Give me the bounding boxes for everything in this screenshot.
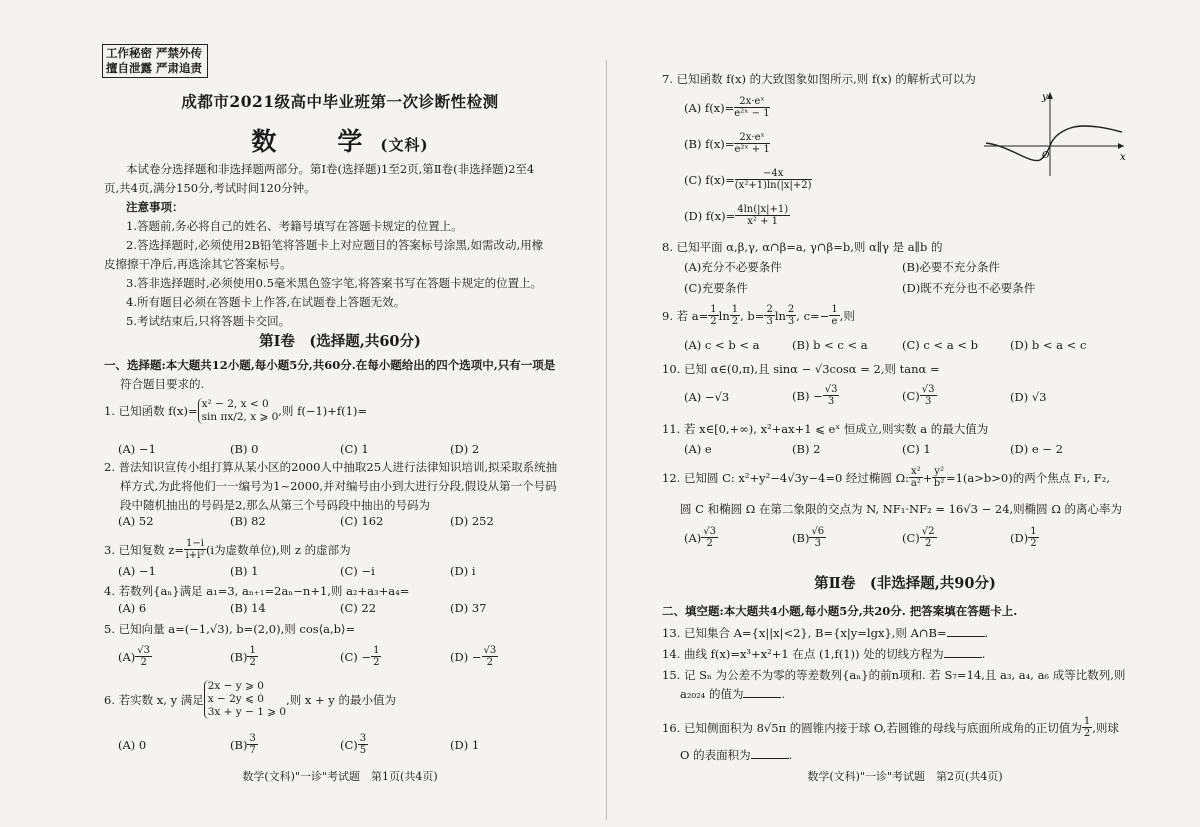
page-divider [606,60,607,820]
q6-option-d: (D) 1 [450,738,480,752]
q12-d-den: 2 [1030,538,1037,549]
q7-b-num: 2x·eˣ [734,132,769,144]
q1-post: ,则 f(−1)+f(1)= [278,403,368,418]
q7-d-label: (D) f(x)= [684,208,736,223]
q1-option-d: (D) 2 [450,442,480,456]
q5-c-num: 1 [373,645,380,656]
q12-option-a [684,526,718,549]
notice-title: 注意事项： [126,200,184,214]
q12-b-den: 3 [814,538,821,549]
q9-f5-den: e [831,316,838,327]
q9-mid2: , b= [740,308,765,323]
q6-c3: 3x + y − 1 ⩾ 0 [207,706,287,718]
q8-option-d: (D)既不充分也不必要条件 [902,281,1036,295]
q3-den: i+i² [185,550,205,561]
stamp-line-1: 工作秘密 严禁外传 [106,46,203,60]
question-16-line-2: O 的表面积为 . [680,748,793,762]
section-2-instructions: 二、填空题:本大题共4小题,每小题5分,共20分. 把答案填在答题卡上. [662,604,1018,618]
q7-d-num: 4ln(|x|+1) [737,204,789,215]
q1-piecewise [198,398,279,424]
q15-line-2-text: a₂₀₂₄ 的值为 [680,687,744,701]
q6-c-den: 5 [359,745,367,756]
q16-l1a: 16. 已知侧面积为 8√5π 的圆锥内接于球 O,若圆锥的母线与底面所成角的正切值为 [662,720,1082,735]
q12-option-c [902,526,937,549]
intro [104,160,574,331]
question-15 [662,666,1152,704]
notice-5: 5.考试结束后,只将答题卡交回。 [126,314,291,328]
question-11: 11. 若 x∈[0,+∞), x²+ax+1 ⩽ eˣ 恒成立,则实数 a 的最大值为 [662,422,989,436]
q12-l1b: =1(a>b>0)的两个焦点 F₁, F₂, [945,470,1111,485]
q6-c-num: 3 [359,733,367,744]
q9-option-d: (D) b < a < c [1010,338,1087,352]
q6-pre: 6. 若实数 x, y 满足 [104,692,204,707]
y-axis-arrow [1047,92,1053,99]
q2-option-b: (B) 82 [230,514,266,528]
q2-option-c: (C) 162 [340,514,384,528]
q14-text: 14. 曲线 f(x)=x³+x²+1 在点 (1,f(1)) 处的切线方程为 [662,647,944,661]
q7-option-b [684,132,770,155]
q6-b-label: (B) [230,737,248,752]
q10-c-num: √3 [921,384,935,395]
q3-num: 1−i [185,538,204,549]
q10-b-num: √3 [824,384,838,395]
notice-2a: 2.答选择题时,必须使用2B铅笔将答题卡上对应题目的答案标号涂黑,如需改动,用橡 [126,238,544,252]
graph-y-label: y [1042,92,1048,103]
q16-line-2-text: O 的表面积为 [680,748,751,762]
q9-option-b: (B) b < c < a [792,338,868,352]
q10-option-c [902,384,937,407]
q5-c-den: 2 [373,657,380,668]
question-6 [104,680,396,719]
question-3 [104,538,351,561]
q12-b-num: √6 [811,526,825,537]
q2-line-2: 样方式,为此将他们一一编号为1~2000,并对编号由小到大进行分段,假设从第一个号码 [120,479,557,493]
q12-f1-num: x² [911,466,921,477]
graph-x-label: x [1120,152,1126,163]
q1-option-a: (A) −1 [118,442,156,456]
q12-f2-den: b² [933,478,945,489]
q10-option-d: (D) √3 [1010,390,1047,404]
q7-c-label: (C) f(x)= [684,172,735,187]
q1-option-c: (C) 1 [340,442,369,456]
question-8: 8. 已知平面 α,β,γ, α∩β=a, γ∩β=b,则 α∥γ 是 a∥b 的 [662,240,943,254]
q4-option-d: (D) 37 [450,601,487,615]
q6-b-num: 3 [249,733,256,744]
q10-option-a: (A) −√3 [684,390,730,404]
q3-fraction [184,538,206,561]
question-13: 13. 已知集合 A={x||x|<2}, B={x|y=lgx},则 A∩B= . [662,626,989,640]
q7-c-num: −4x [735,168,812,180]
q1-case-1: x² − 2, x < 0 [201,398,269,410]
q2-line-1: 2. 普法知识宣传小组打算从某小区的2000人中抽取25人进行法律知识培训,拟采取系统抽 [104,460,558,474]
q7-b-label: (B) f(x)= [684,136,735,151]
function-curve [986,126,1122,161]
q7-function-graph [980,88,1130,178]
q6-option-b [230,733,258,756]
q9-f3-den: 3 [766,316,773,327]
q12-a-label: (A) [684,530,702,545]
notice-3: 3.答非选择题时,必须使用0.5毫米黑色签字笔,将答案书写在答题卡规定的位置上。 [126,276,543,290]
q1-option-b: (B) 0 [230,442,259,456]
q9-mid3: ln [774,308,786,323]
q15-line-1: 15. 记 Sₙ 为公差不为零的等差数列{aₙ}的前n项和. 若 S₇=14,且 a₃, a₄, a₆ 成等比数列,则 [662,668,1126,682]
q6-b-den: 7 [249,745,256,756]
intro-p2: 页,共4页,满分150分,考试时间120分钟。 [104,181,316,195]
q12-f1-den: a² [910,478,921,489]
q7-option-a [684,96,770,119]
page-2-footer: 数学(文科)"一诊"考试题 第2页(共4页) [807,770,1003,783]
q12-b-label: (B) [792,530,810,545]
stamp-line-2: 擅自泄露 严肃追责 [106,61,203,75]
question-12-line-2: 圆 C 和椭圆 Ω 在第二象限的交点为 N, NF₁·NF₂ = 16√3 − 24,则椭圆 Ω 的离心率为 [680,502,1123,516]
q7-b-den: e²ˣ + 1 [734,144,770,155]
q3-post: (i为虚数单位),则 z 的虚部为 [205,542,351,557]
q2-option-d: (D) 252 [450,514,494,528]
q12-option-d [1010,526,1039,549]
q5-b-label: (B) [230,649,248,664]
q9-mid1: ln [718,308,730,323]
q9-option-a: (A) c < b < a [684,338,760,352]
q7-a-num: 2x·eˣ [734,96,769,108]
section-1-instr-1: 一、选择题:本大题共12小题,每小题5分,共60分.在每小题给出的四个选项中,只有一项是 [104,358,556,372]
q8-option-a: (A)充分不必要条件 [684,260,782,274]
q5-c-label: (C) − [340,649,372,664]
q12-plus: + [922,470,933,485]
q16-answer-blank [751,758,789,759]
subject-title [104,122,576,158]
q3-pre: 3. 已知复数 z= [104,542,184,557]
q7-a-den: e²ˣ − 1 [734,108,770,119]
q11-option-c: (C) 1 [902,442,931,456]
q6-option-a: (A) 0 [118,738,147,752]
q5-b-den: 2 [249,657,256,668]
q9-f4-den: 3 [787,316,795,327]
section-1-title: 第Ⅰ卷 (选择题,共60分) [259,333,421,350]
q4-option-a: (A) 6 [118,601,147,615]
question-5: 5. 已知向量 a=(−1,√3), b=(2,0),则 cos⟨a,b⟩= [104,622,356,636]
q5-d-label: (D) − [450,649,482,664]
q7-option-c [684,168,812,191]
q13-text: 13. 已知集合 A={x||x|<2}, B={x|y=lgx},则 A∩B= [662,626,947,640]
q5-option-b [230,645,258,668]
q9-f5-num: 1 [831,304,838,315]
q12-c-num: √2 [921,526,935,537]
q10-c-label: (C) [902,388,920,403]
section-2-title: 第Ⅱ卷 (非选择题,共90分) [814,575,996,592]
q13-answer-blank [947,636,985,637]
q9-pre: 9. 若 a= [662,308,709,323]
question-12-line-1 [662,466,1110,489]
q3-option-c: (C) −i [340,564,375,578]
question-16-line-1 [662,716,1119,739]
q12-a-den: 2 [706,538,713,549]
page-1-footer: 数学(文科)"一诊"考试题 第1页(共4页) [242,770,438,783]
q12-d-label: (D) [1010,530,1029,545]
q16-f-den: 2 [1083,728,1091,739]
q5-a-den: 2 [140,657,147,668]
q5-b-num: 1 [249,645,256,656]
q10-b-den: 3 [827,396,835,407]
graph-origin-label: O [1042,151,1050,161]
q15-line-2: a₂₀₂₄ 的值为 . [680,687,786,701]
q10-c-den: 3 [924,396,932,407]
q9-f2-den: 2 [731,316,739,327]
question-14: 14. 曲线 f(x)=x³+x²+1 在点 (1,f(1)) 处的切线方程为 . [662,647,986,661]
q2-line-3: 段中随机抽出的号码是2,那么从第三个号码段中抽出的号码为 [120,498,430,512]
q9-option-c: (C) c < a < b [902,338,978,352]
exam-title: 成都市2021级高中毕业班第一次诊断性检测 [181,92,499,111]
q4-option-b: (B) 14 [230,601,266,615]
q6-c1: 2x − y ⩾ 0 [207,680,264,692]
q10-option-b [792,384,839,407]
q6-option-c [340,733,368,756]
question-10: 10. 已知 α∈(0,π),且 sinα − √3cosα = 2,则 tanα = [662,362,940,376]
q1-case-2: sin πx/2, x ⩾ 0 [201,411,279,423]
q3-option-a: (A) −1 [118,564,156,578]
q11-option-b: (B) 2 [792,442,821,456]
q11-option-a: (A) e [684,442,712,456]
question-7: 7. 已知函数 f(x) 的大致图象如图所示,则 f(x) 的解析式可以为 [662,72,976,86]
q9-mid4: , c=− [796,308,830,323]
q5-a-num: √3 [137,645,151,656]
q2-option-a: (A) 52 [118,514,154,528]
section-1-instructions [104,354,576,394]
question-4: 4. 若数列{aₙ}满足 a₁=3, aₙ₊₁=2aₙ−n+1,则 a₂+a₃+a₄= [104,584,410,598]
subject-note: (文科) [380,136,429,154]
notice-4: 4.所有题目必须在答题卡上作答,在试题卷上答题无效。 [126,295,406,309]
q5-option-a [118,645,152,668]
q11-option-d: (D) e − 2 [1010,442,1063,456]
q10-b-label: (B) − [792,388,823,403]
q12-a-num: √3 [703,526,717,537]
q6-c2: x − 2y ⩽ 0 [207,693,264,705]
q5-d-num: √3 [483,645,497,656]
q12-l1a: 12. 已知圆 C: x²+y²−4√3y−4=0 经过椭圆 Ω: [662,470,909,485]
q7-a-label: (A) f(x)= [684,100,735,115]
notice-1: 1.答题前,务必将自己的姓名、考籍号填写在答题卡规定的位置上。 [126,219,463,233]
q9-f2-num: 1 [731,304,739,315]
q16-l1b: ,则球 [1092,720,1119,735]
q12-c-label: (C) [902,530,920,545]
intro-p1: 本试卷分选择题和非选择题两部分。第Ⅰ卷(选择题)1至2页,第Ⅱ卷(非选择题)2至4 [126,162,535,176]
q7-c-den: (x²+1)ln(|x|+2) [734,180,812,191]
q15-answer-blank [743,697,781,698]
notice-2b: 皮擦擦干净后,再选涂其它答案标号。 [104,257,292,271]
q9-f3-num: 2 [766,304,773,315]
q12-d-num: 1 [1030,526,1037,537]
question-9 [662,304,855,327]
subject-name: 数 学 [251,127,381,156]
q3-option-b: (B) 1 [230,564,259,578]
section-1-instr-2: 符合题目要求的. [120,377,205,391]
confidential-stamp [102,44,208,78]
q9-post: ,则 [839,308,855,323]
q7-d-den: x² + 1 [747,216,779,227]
question-2 [104,458,576,515]
question-1 [104,398,367,424]
q3-option-d: (D) i [450,564,476,578]
q7-option-d [684,204,790,227]
q5-option-c [340,645,381,668]
q14-answer-blank [944,657,982,658]
q6-c-label: (C) [340,737,358,752]
q1-pre: 1. 已知函数 f(x)= [104,403,198,418]
x-axis-arrow [1118,143,1124,149]
q5-a-label: (A) [118,649,136,664]
q9-f1-den: 2 [710,316,717,327]
q12-c-den: 2 [924,538,932,549]
q6-post: ,则 x + y 的最小值为 [286,692,396,707]
q8-option-c: (C)充要条件 [684,281,748,295]
q12-f2-num: y² [934,466,944,477]
q6-constraints [204,680,286,719]
q12-option-b [792,526,826,549]
q16-f-num: 1 [1083,716,1091,727]
q9-f4-num: 2 [787,304,795,315]
q9-f1-num: 1 [710,304,717,315]
q8-option-b: (B)必要不充分条件 [902,260,1000,274]
q5-d-den: 2 [486,657,494,668]
q4-option-c: (C) 22 [340,601,377,615]
q5-option-d [450,645,498,668]
